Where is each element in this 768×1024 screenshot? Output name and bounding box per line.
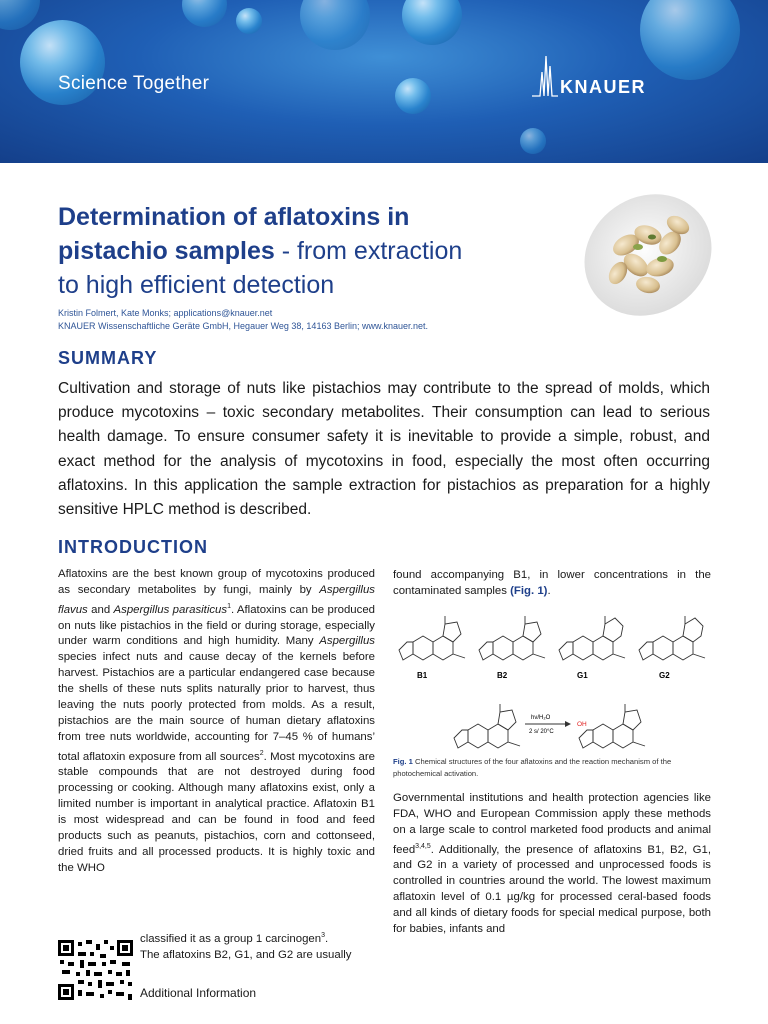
decorative-bubble bbox=[182, 0, 227, 27]
decorative-bubble bbox=[0, 0, 40, 30]
label-g2: G2 bbox=[659, 671, 670, 680]
structure-b2 bbox=[479, 616, 545, 660]
decorative-bubble bbox=[300, 0, 370, 50]
logo-text: KNAUER bbox=[560, 77, 647, 97]
structure-g2 bbox=[639, 616, 705, 660]
pistachio-bowl-image bbox=[578, 185, 718, 320]
introduction-heading: INTRODUCTION bbox=[58, 537, 208, 557]
title-line-2: pistachio samples bbox=[58, 237, 275, 265]
author-affiliation: KNAUER Wissenschaftliche Geräte GmbH, Hegauer Weg 38, 14163 Berlin; www.knauer.net. bbox=[58, 321, 429, 331]
decorative-bubble bbox=[236, 8, 262, 34]
title-subtitle-line: to high efficient detection bbox=[58, 271, 335, 299]
intro-right-bottom bbox=[393, 791, 711, 938]
reaction-arrow-head bbox=[565, 721, 571, 727]
intro-paragraph-1: Aflatoxins are the best known group of mycotoxins produced as secondary metabolites by fungi, mainly by Aspergillus flavus and Aspergillus parasiticus$^1$. Aflatoxins can be produced on nuts like pistachios in the field or during storage, especially under warm conditions and high humidity. Many Aspergillus species infect nuts and cause decay of the kernels before harvest. Pistachios are a particular endangered case because the shells of these nuts splits naturally prior to harvest, thus leaving the nuts poorly protected from molds. As a result, pistachios are the main source of human dietary aflatoxins from tree nuts worldwide, accounting for 7–45 % of humans’ total aflatoxin exposure from all sources$^2$. Most mycotoxins are stable compounds that are not destroyed during food processing or cooking. Although many aflatoxins exist, only a limited number is important in analytical practice. Aflatoxin B1 is most widespread and can be found in food and feed products such as peanuts, pistachios, corn and cottonseed, dried fruits and all processed products. It is highly toxic and the WHO bbox=[58, 568, 376, 874]
page-title bbox=[58, 200, 578, 302]
header-banner bbox=[0, 0, 768, 163]
intro-left-tail-line-1: classified it as a group 1 carcinogen$^3$. bbox=[140, 932, 329, 945]
label-g1: G1 bbox=[577, 671, 588, 680]
tagline: Science Together bbox=[58, 73, 210, 94]
qr-code-icon[interactable] bbox=[58, 940, 133, 1000]
intro-left-tail-line-2: The aflatoxins B2, G1, and G2 are usually bbox=[140, 948, 352, 961]
figure-1-caption: Fig. 1 Chemical structures of the four aflatoxins and the reaction mechanism of the photochemical activation. bbox=[393, 757, 672, 778]
author-names: Kristin Folmert, Kate Monks; applications@knauer.net bbox=[58, 308, 273, 318]
summary-text: Cultivation and storage of nuts like pistachios may contribute to the spread of molds, which produce mycotoxins – toxic secondary metabolites. Their consumption can lead to serious health damage. To ensure consumer safety it is inevitable to provide a simple, robust, and exact method for the analysis of mycotoxins in food, especially the most often occurring aflatoxins. In this application the sample extraction for pistachios as preparation for a highly sensitive HPLC method is described. bbox=[58, 380, 710, 519]
decorative-bubble bbox=[395, 78, 431, 114]
title-line-1: Determination of aflatoxins in bbox=[58, 203, 410, 231]
intro-right-paragraph-2: Governmental institutions and health protection agencies like FDA, WHO and European Commission apply these methods on a large scale to control marketed food products and animal feed$^{3,4,5}$. Additionally, the presence of aflatoxins B1, B2, G1, and G2 in a variety of processed and unprocessed foods is controlled in countries around the world. The lowest maximum aflatoxin level of 0.1 µg/kg for processed ceral-based foods and all kinds of dietary foods for special medical purpose, both for babies, infants and bbox=[393, 792, 711, 936]
oh-label: OH bbox=[577, 721, 587, 728]
decorative-bubble bbox=[402, 0, 462, 45]
label-b1: B1 bbox=[417, 671, 428, 680]
title-subtitle-part: - from extraction bbox=[274, 237, 463, 265]
structure-g1 bbox=[559, 616, 625, 660]
label-b2: B2 bbox=[497, 671, 508, 680]
structure-b2a-product bbox=[579, 704, 645, 748]
aflatoxin-structures-figure bbox=[393, 602, 713, 752]
intro-left-column bbox=[58, 567, 375, 877]
author-info bbox=[58, 307, 428, 333]
summary-heading: SUMMARY bbox=[58, 348, 158, 368]
structure-b1 bbox=[399, 616, 465, 660]
additional-information-link[interactable]: Additional Information bbox=[140, 986, 257, 1000]
intro-left-tail bbox=[140, 928, 375, 964]
figure-1-link[interactable]: (Fig. 1) bbox=[510, 584, 548, 597]
intro-right-top bbox=[393, 568, 711, 600]
caption-label: Fig. 1 bbox=[393, 757, 413, 766]
decorative-bubble bbox=[520, 128, 546, 154]
reaction-condition-bottom: 2 s/ 20°C bbox=[529, 729, 554, 735]
intro-right-paragraph-1: found accompanying B1, in lower concentrations in the contaminated samples (Fig. 1). bbox=[393, 569, 711, 597]
structure-b1-reactant bbox=[454, 704, 520, 748]
reaction-condition-top: hν/H₂O bbox=[531, 715, 551, 721]
